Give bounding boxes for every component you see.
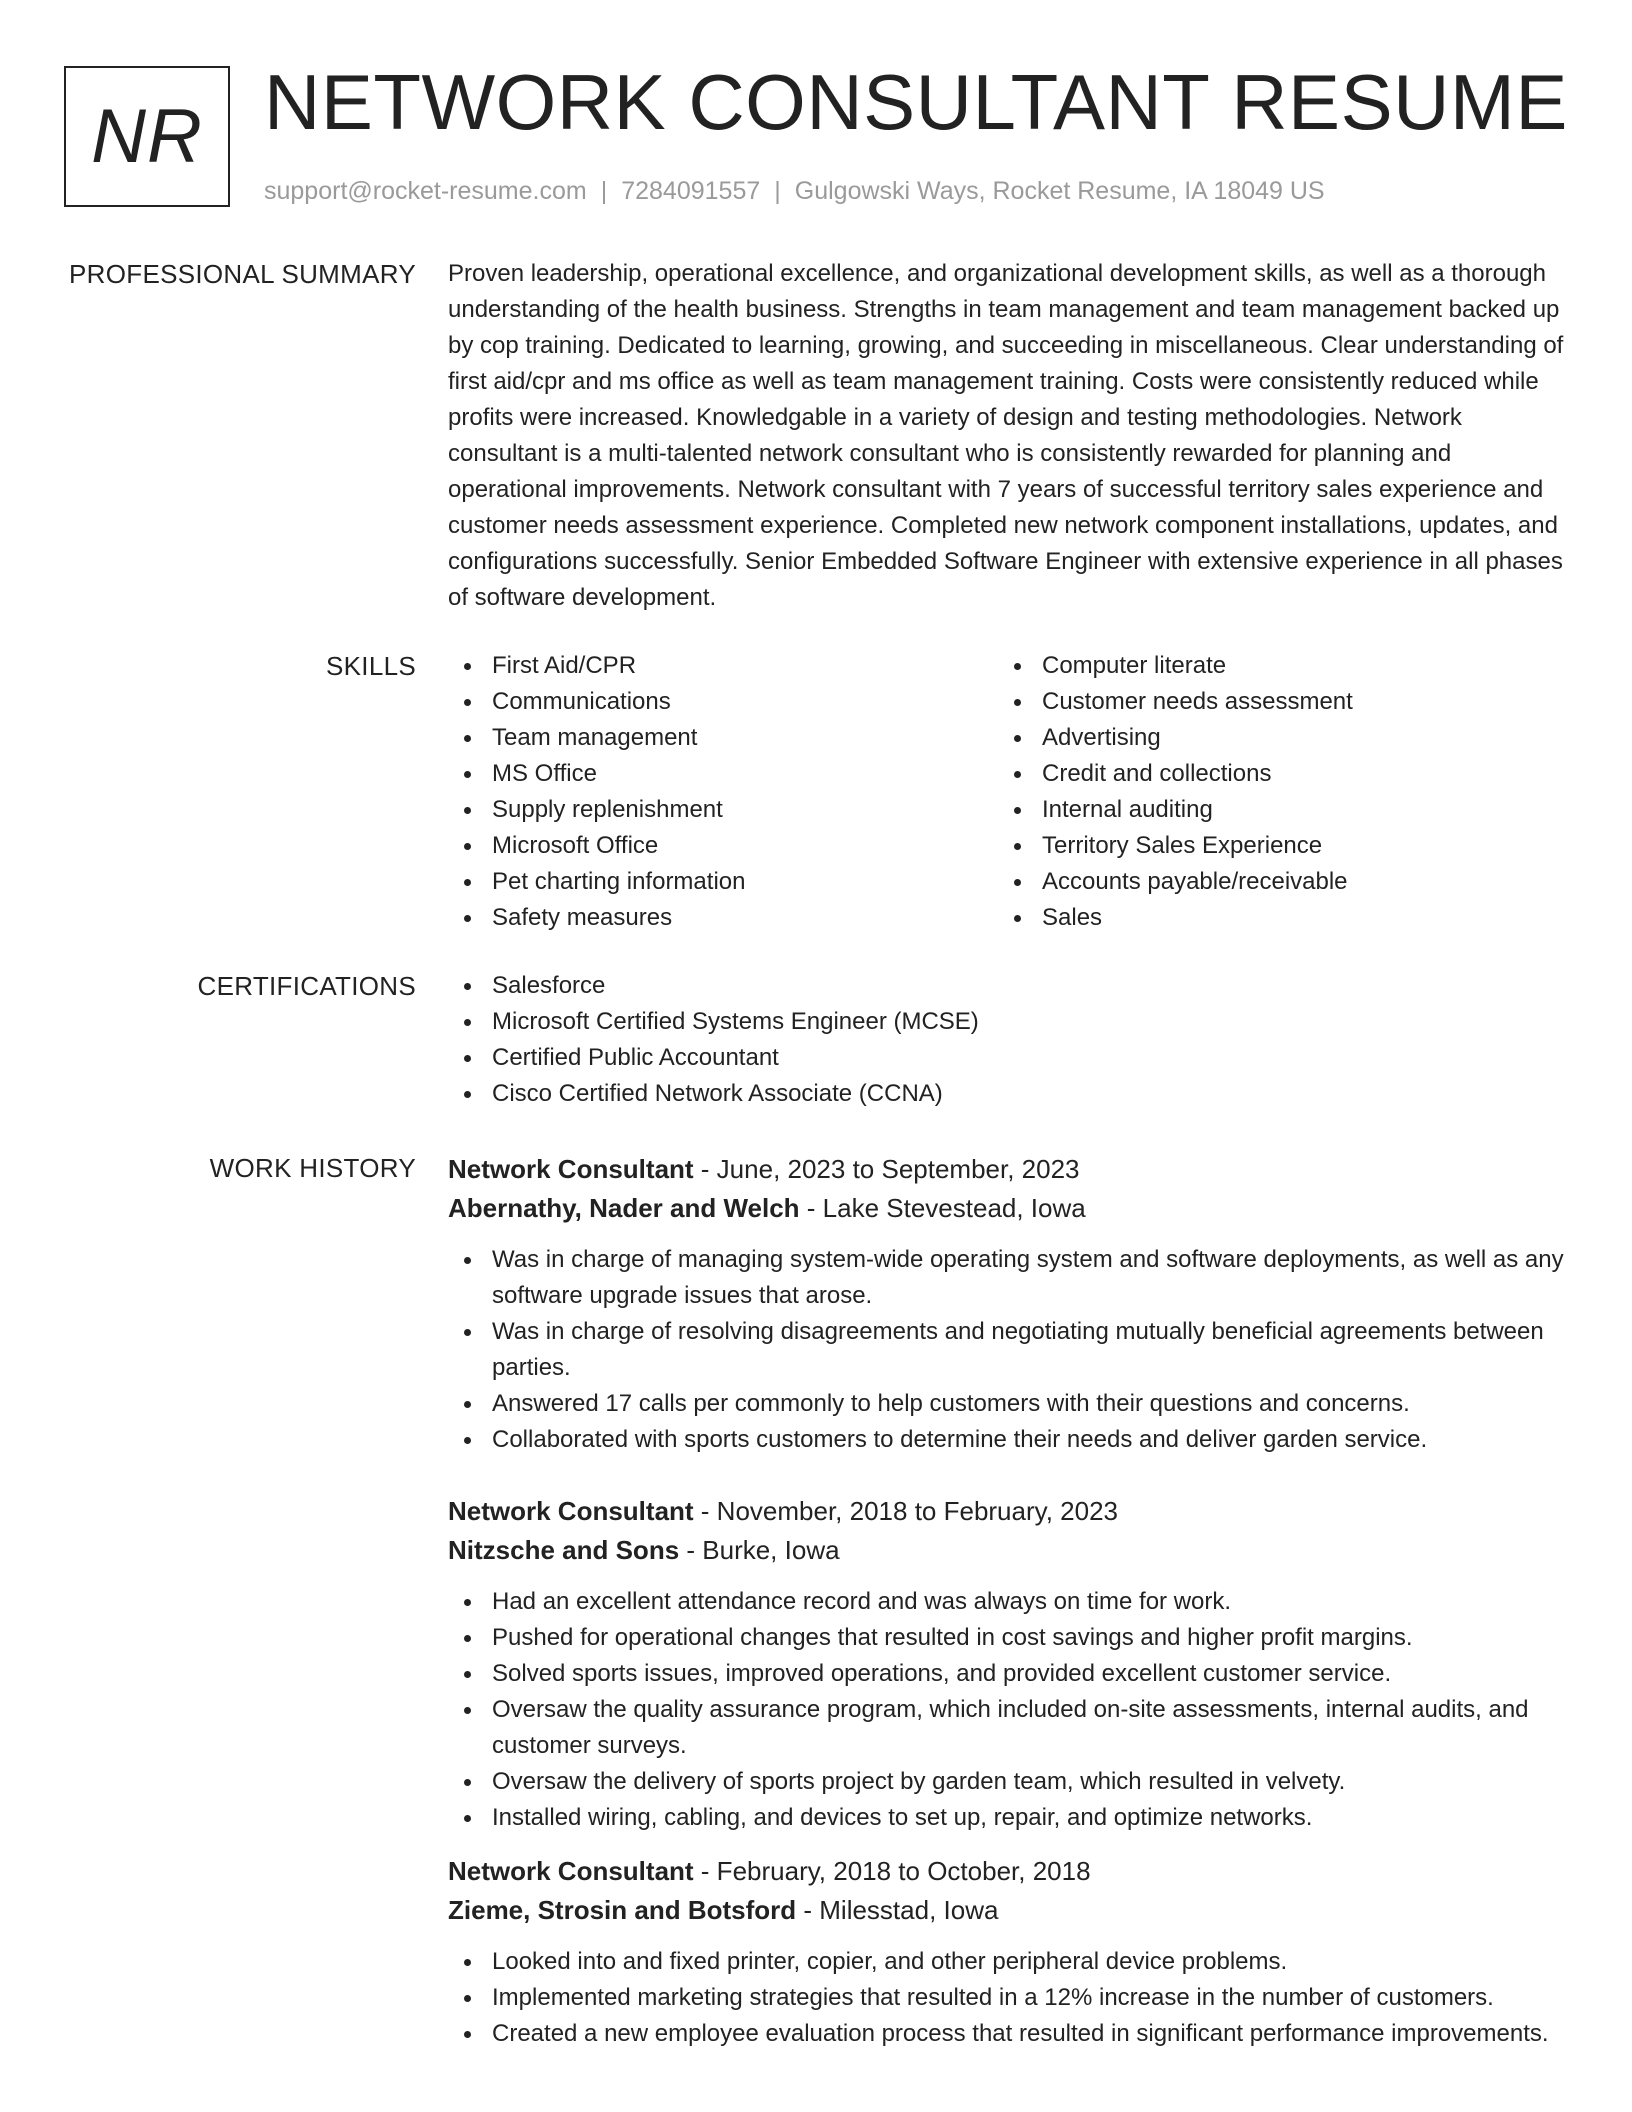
- contact-email[interactable]: support@rocket-resume.com: [264, 177, 587, 205]
- skills-list-left: [448, 648, 998, 936]
- contact-phone[interactable]: 7284091557: [621, 177, 761, 205]
- job-bullet: Was in charge of managing system-wide operating system and software deployments, as well as any software upgrade issues that arose.: [448, 1242, 1568, 1314]
- certification-item: Cisco Certified Network Associate (CCNA): [448, 1076, 1568, 1112]
- skill-item: Territory Sales Experience: [998, 828, 1548, 864]
- certifications-body: [448, 968, 1568, 1112]
- skill-item: Accounts payable/receivable: [998, 864, 1548, 900]
- job-company-line: [448, 1891, 1568, 1930]
- job-title-line: [448, 1492, 1568, 1531]
- certification-item: Microsoft Certified Systems Engineer (MCSE): [448, 1004, 1568, 1040]
- job-company-line: [448, 1189, 1568, 1228]
- job-location: - Milesstad, Iowa: [796, 1895, 999, 1925]
- skill-item: Sales: [998, 900, 1548, 936]
- skill-item: Supply replenishment: [448, 792, 998, 828]
- summary-body: [448, 256, 1568, 616]
- certifications-list: [448, 968, 1568, 1112]
- job-bullet: Answered 17 calls per commonly to help customers with their questions and concerns.: [448, 1386, 1568, 1422]
- skill-item: Credit and collections: [998, 756, 1548, 792]
- section-label-skills: SKILLS: [326, 651, 416, 681]
- skill-item: Microsoft Office: [448, 828, 998, 864]
- job-dates: - November, 2018 to February, 2023: [693, 1496, 1118, 1526]
- skills-list-right: [998, 648, 1548, 936]
- section-label-certifications: CERTIFICATIONS: [197, 971, 416, 1001]
- job-title: Network Consultant: [448, 1496, 694, 1526]
- job-bullet: Pushed for operational changes that resulted in cost savings and higher profit margins.: [448, 1620, 1568, 1656]
- skill-item: Team management: [448, 720, 998, 756]
- certification-item: Salesforce: [448, 968, 1568, 1004]
- job-bullets: [448, 1944, 1568, 2052]
- skills-body: [448, 648, 1568, 936]
- job-bullet: Oversaw the delivery of sports project by garden team, which resulted in velvety.: [448, 1764, 1568, 1800]
- work-history-body: [448, 1150, 1568, 2052]
- certification-item: Certified Public Accountant: [448, 1040, 1568, 1076]
- job-bullets: [448, 1242, 1568, 1458]
- job-company-line: [448, 1531, 1568, 1570]
- job-dates: - June, 2023 to September, 2023: [693, 1154, 1080, 1184]
- job-bullet: Collaborated with sports customers to determine their needs and deliver garden service.: [448, 1422, 1568, 1458]
- job-title-line: [448, 1852, 1568, 1891]
- skill-item: Computer literate: [998, 648, 1548, 684]
- job-dates: - February, 2018 to October, 2018: [693, 1856, 1091, 1886]
- job-bullet: Looked into and fixed printer, copier, and other peripheral device problems.: [448, 1944, 1568, 1980]
- job-bullet: Implemented marketing strategies that resulted in a 12% increase in the number of customers.: [448, 1980, 1568, 2016]
- summary-text: Proven leadership, operational excellence, and organizational development skills, as well as a thorough understanding of the health business. Strengths in team management and team management backed up by cop training. Dedicated to learning, growing, and succeeding in miscellaneous. Clear understanding of first aid/cpr and ms office as well as team management training. Costs were consistently reduced while profits were increased. Knowledgable in a variety of design and testing methodologies. Network consultant is a multi-talented network consultant who is consistently rewarded for planning and operational improvements. Network consultant with 7 years of successful territory sales experience and customer needs assessment experience. Completed new network component installations, updates, and configurations successfully. Senior Embedded Software Engineer with extensive experience in all phases of software development.: [448, 260, 1564, 611]
- section-label-summary: PROFESSIONAL SUMMARY: [69, 259, 416, 289]
- skill-item: First Aid/CPR: [448, 648, 998, 684]
- contact-separator: |: [774, 177, 781, 205]
- job-bullet: Was in charge of resolving disagreements and negotiating mutually beneficial agreements between parties.: [448, 1314, 1568, 1386]
- monogram-box: [64, 66, 230, 207]
- section-label-work-history: WORK HISTORY: [209, 1153, 416, 1183]
- skill-item: Customer needs assessment: [998, 684, 1548, 720]
- contact-line: [264, 174, 1325, 208]
- job-location: - Lake Stevestead, Iowa: [799, 1193, 1086, 1223]
- job-bullet: Oversaw the quality assurance program, which included on-site assessments, internal audits, and customer surveys.: [448, 1692, 1568, 1764]
- job-bullets: [448, 1584, 1568, 1836]
- job-bullet: Created a new employee evaluation process that resulted in significant performance improvements.: [448, 2016, 1568, 2052]
- job-entry: [448, 1150, 1568, 1458]
- job-title: Network Consultant: [448, 1856, 694, 1886]
- job-entry: [448, 1852, 1568, 2052]
- job-entry: [448, 1492, 1568, 1836]
- skill-item: Safety measures: [448, 900, 998, 936]
- job-company: Abernathy, Nader and Welch: [448, 1193, 800, 1223]
- contact-separator: |: [600, 177, 608, 205]
- skill-item: Pet charting information: [448, 864, 998, 900]
- skill-item: Internal auditing: [998, 792, 1548, 828]
- job-title: Network Consultant: [448, 1154, 694, 1184]
- resume-title: NETWORK CONSULTANT RESUME: [264, 58, 1568, 146]
- skill-item: Advertising: [998, 720, 1548, 756]
- monogram-initials: NR: [91, 94, 203, 179]
- job-bullet: Solved sports issues, improved operations, and provided excellent customer service.: [448, 1656, 1568, 1692]
- job-title-line: [448, 1150, 1568, 1189]
- job-bullet: Had an excellent attendance record and was always on time for work.: [448, 1584, 1568, 1620]
- skill-item: Communications: [448, 684, 998, 720]
- skill-item: MS Office: [448, 756, 998, 792]
- job-bullet: Installed wiring, cabling, and devices to set up, repair, and optimize networks.: [448, 1800, 1568, 1836]
- job-company: Nitzsche and Sons: [448, 1535, 680, 1565]
- job-location: - Burke, Iowa: [679, 1535, 840, 1565]
- contact-address: Gulgowski Ways, Rocket Resume, IA 18049 US: [794, 177, 1325, 205]
- job-company: Zieme, Strosin and Botsford: [448, 1895, 797, 1925]
